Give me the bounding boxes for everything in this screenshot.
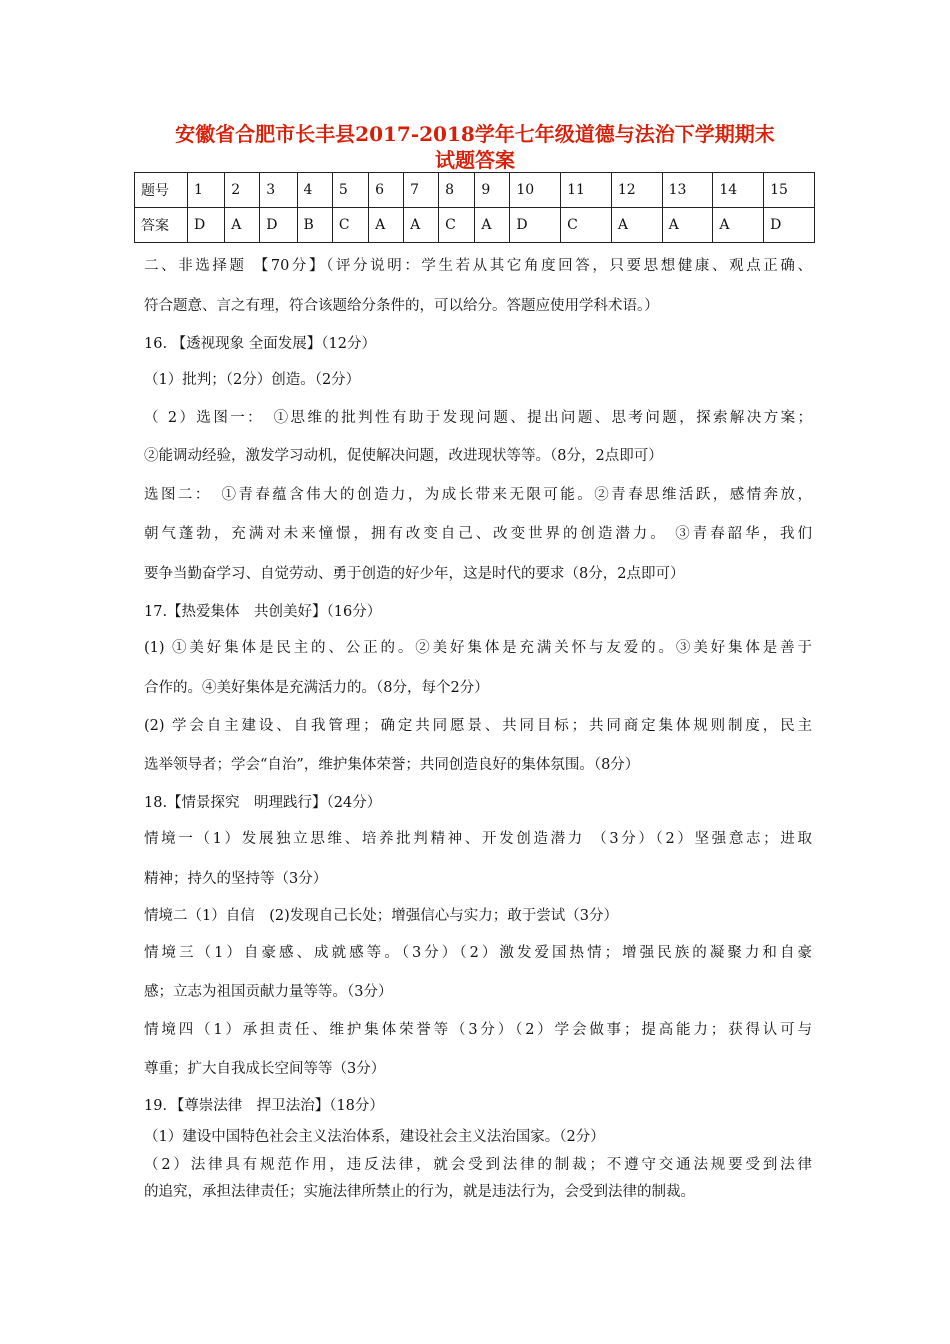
answer-cell: B: [297, 208, 332, 243]
question-number: 9: [475, 173, 510, 208]
body-line: （ 2）选图一： ①思维的批判性有助于发现问题、提出问题、思考问题，探索解决方案；: [144, 410, 812, 426]
body-line: 情境四（1）承担责任、维护集体荣誉等（3分）（2）学会做事；提高能力；获得认可与: [144, 1022, 812, 1038]
body-line: 18.【情景探究 明理践行】（24分）: [144, 795, 382, 811]
answer-cell: A: [713, 208, 764, 243]
body-line: 选举领导者；学会“自治”，维护集体荣誉；共同创造良好的集体氛围。（8分）: [144, 757, 640, 773]
body-line: 尊重；扩大自我成长空间等等（3分）: [144, 1061, 386, 1077]
question-number: 1: [188, 173, 225, 208]
document-title: [120, 121, 830, 173]
body-line: 符合题意、言之有理，符合该题给分条件的，可以给分。答题应使用学科术语。）: [144, 298, 659, 314]
answer-table-number-row: [135, 173, 815, 208]
body-line: 17.【热爱集体 共创美好】（16分）: [144, 604, 382, 620]
title-line-1: 安徽省合肥市长丰县2017-2018学年七年级道德与法治下学期期末: [175, 122, 775, 146]
answer-row-label: 答案: [135, 208, 188, 243]
answer-cell: D: [188, 208, 225, 243]
answer-cell: A: [404, 208, 439, 243]
answer-table: [134, 172, 815, 243]
body-line: (1) ①美好集体是民主的、公正的。②美好集体是充满关怀与友爱的。③美好集体是善于: [144, 640, 812, 656]
body-line: 感；立志为祖国贡献力量等等。（3分）: [144, 984, 393, 1000]
question-number: 5: [332, 173, 368, 208]
number-row-label: 题号: [135, 173, 188, 208]
question-number: 15: [764, 173, 815, 208]
question-number: 8: [439, 173, 475, 208]
body-line: 选图二： ①青春蕴含伟大的创造力，为成长带来无限可能。②青春思维活跃，感情奔放，: [144, 487, 812, 503]
body-line: （1）批判；（2分）创造。（2分）: [144, 372, 361, 388]
question-number: 14: [713, 173, 764, 208]
answer-cell: A: [662, 208, 713, 243]
question-number: 6: [369, 173, 404, 208]
body-line: 朝气蓬勃，充满对未来憧憬，拥有改变自己、改变世界的创造潜力。 ③青春韶华，我们: [144, 526, 812, 542]
question-number: 3: [260, 173, 297, 208]
question-number: 13: [662, 173, 713, 208]
body-line: 19．【尊崇法律 捍卫法治】（18分）: [144, 1098, 384, 1114]
answer-cell: D: [764, 208, 815, 243]
question-number: 2: [225, 173, 260, 208]
answer-cell: A: [611, 208, 662, 243]
body-line: 精神；持久的坚持等（3分）: [144, 871, 328, 887]
body-line: （1）建设中国特色社会主义法治体系，建设社会主义法治国家。（2分）: [144, 1129, 605, 1145]
body-line: （2）法律具有规范作用，违反法律，就会受到法律的制裁；不遵守交通法规要受到法律: [144, 1157, 812, 1173]
question-number: 10: [510, 173, 561, 208]
answer-table-answer-row: [135, 208, 815, 243]
question-number: 7: [404, 173, 439, 208]
question-number: 4: [297, 173, 332, 208]
answer-cell: C: [439, 208, 475, 243]
body-line: 二、非选择题 【70分】（评分说明：学生若从其它角度回答，只要思想健康、观点正确、: [144, 258, 812, 274]
answer-cell: A: [225, 208, 260, 243]
question-number: 11: [561, 173, 612, 208]
answer-cell: D: [510, 208, 561, 243]
answer-cell: A: [369, 208, 404, 243]
body-line: 情境三（1）自豪感、成就感等。（3分）（2）激发爱国热情；增强民族的凝聚力和自豪: [144, 945, 812, 961]
body-line: 合作的。④美好集体是充满活力的。（8分，每个2分）: [144, 680, 489, 696]
answer-cell: D: [260, 208, 297, 243]
body-line: (2) 学会自主建设、自我管理；确定共同愿景、共同目标；共同商定集体规则制度，民主: [144, 718, 812, 734]
answer-cell: C: [561, 208, 612, 243]
body-line: 的追究，承担法律责任；实施法律所禁止的行为，就是违法行为，会受到法律的制裁。: [144, 1184, 695, 1200]
title-line-2: 试题答案: [435, 148, 515, 172]
body-line: ②能调动经验，激发学习动机，促使解决问题，改进现状等等。（8分，2点即可）: [144, 448, 663, 464]
answer-cell: A: [475, 208, 510, 243]
body-line: 要争当勤奋学习、自觉劳动、勇于创造的好少年，这是时代的要求（8分，2点即可）: [144, 566, 685, 582]
body-line: 16. 【透视现象 全面发展】（12分）: [144, 336, 376, 352]
body-line: 情境一（1）发展独立思维、培养批判精神、开发创造潜力 （3分）（2）坚强意志；进取: [144, 831, 812, 847]
question-number: 12: [611, 173, 662, 208]
body-line: 情境二（1）自信 (2)发现自己长处；增强信心与实力；敢于尝试（3分）: [144, 908, 618, 924]
answer-cell: C: [332, 208, 368, 243]
